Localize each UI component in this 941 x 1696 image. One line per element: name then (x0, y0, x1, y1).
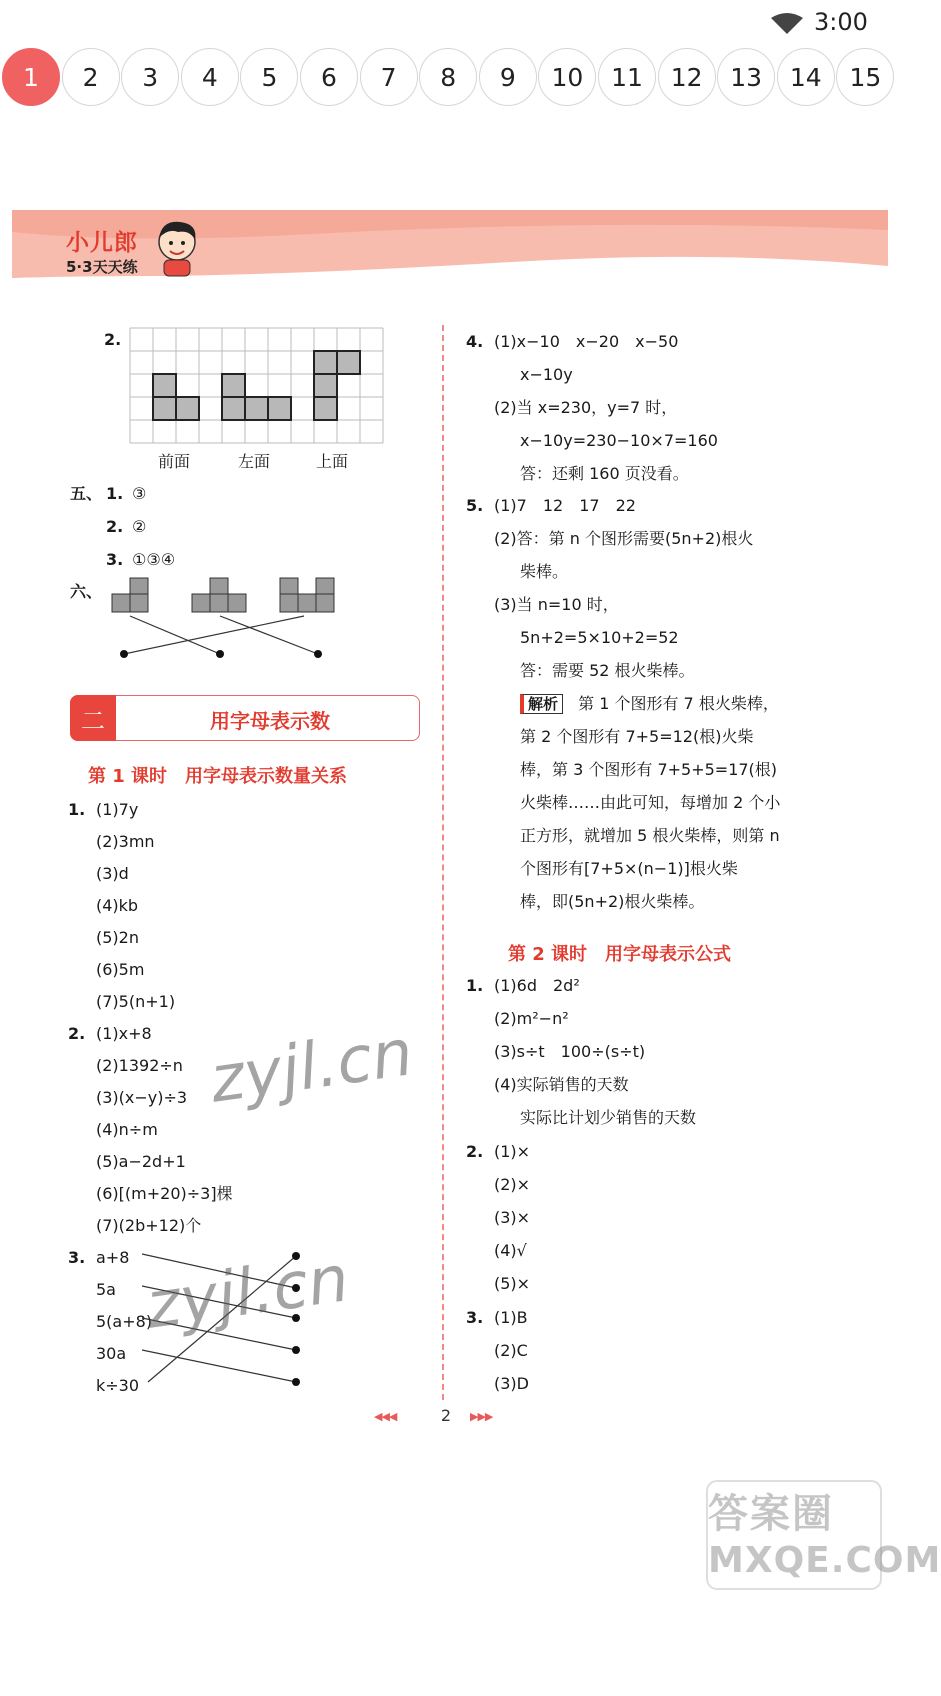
page-tab-9[interactable]: 9 (479, 48, 537, 106)
rq2-line-4: (4)√ (494, 1241, 527, 1260)
page-tab-5[interactable]: 5 (240, 48, 298, 106)
lq1-item-6: (6)5m (96, 960, 145, 979)
analysis-first-line (520, 694, 779, 714)
rq4-line-3: (2)当 x=230，y=7 时， (494, 398, 678, 417)
section6-label: 六、 (70, 582, 103, 601)
lq1-item-4: (4)kb (96, 896, 139, 915)
lq2-item-2: (2)1392÷n (96, 1056, 183, 1075)
lq3-expr-1: a+8 (96, 1248, 130, 1267)
watermark-site-1: zyjl.cn (205, 1016, 418, 1118)
analysis-line-5: 正方形，就增加 5 根火柴棒，则第 n (520, 826, 780, 845)
view-label-top: 上面 (316, 452, 349, 471)
s5-item-1-answer: ③ (132, 484, 147, 503)
rq1-label: 1. (466, 976, 484, 995)
clock: 3:00 (814, 8, 868, 36)
analysis-tag: 解析 (520, 694, 563, 714)
analysis-line-3: 棒，第 3 个图形有 7+5+5=17(根) (520, 760, 778, 779)
column-divider (442, 325, 444, 1400)
rq5-line-3: 柴棒。 (520, 562, 569, 581)
lq3-label: 3. (68, 1248, 86, 1267)
page-tab-12[interactable]: 12 (658, 48, 716, 106)
rq1-line-1: (1)6d 2d² (494, 976, 580, 995)
rq3-line-1: (1)B (494, 1308, 528, 1327)
q2-label: 2. (104, 330, 122, 349)
lq1-item-7: (7)5(n+1) (96, 992, 176, 1011)
lq2-item-4: (4)n÷m (96, 1120, 158, 1139)
rq2-line-3: (3)× (494, 1208, 531, 1227)
lq1-item-3: (3)d (96, 864, 129, 883)
rq1-line-4: (4)实际销售的天数 (494, 1075, 629, 1094)
lq2-item-3: (3)(x−y)÷3 (96, 1088, 188, 1107)
page-number: 2 (440, 1406, 452, 1425)
lesson2-title: 第 2 课时 用字母表示公式 (508, 944, 732, 965)
lq1-label: 1. (68, 800, 86, 819)
page-tab-2[interactable]: 2 (62, 48, 120, 106)
rq4-line-1: (1)x−10 x−20 x−50 (494, 332, 679, 351)
view-label-front: 前面 (158, 452, 191, 471)
page-tab-3[interactable]: 3 (121, 48, 179, 106)
wifi-icon (770, 12, 804, 34)
rq5-line-5: 5n+2=5×10+2=52 (520, 628, 679, 647)
rq5-line-2: (2)答：第 n 个图形需要(5n+2)根火 (494, 529, 754, 548)
mascot-icon (150, 216, 204, 278)
analysis-line-7: 棒，即(5n+2)根火柴棒。 (520, 892, 705, 911)
rq3-label: 3. (466, 1308, 484, 1327)
rq2-line-1: (1)× (494, 1142, 531, 1161)
lq1-item-5: (5)2n (96, 928, 139, 947)
s5-item-3-num: 3. (106, 550, 124, 569)
page-tab-4[interactable]: 4 (181, 48, 239, 106)
analysis-line-6: 个图形有[7+5×(n−1)]根火柴 (520, 859, 738, 878)
lq3-expr-4: 30a (96, 1344, 127, 1363)
lq1-item-1: (1)7y (96, 800, 139, 819)
unit-number-tag: 二 (70, 695, 116, 741)
page-tab-strip (0, 48, 900, 112)
view-label-left: 左面 (238, 452, 271, 471)
rq2-line-2: (2)× (494, 1175, 531, 1194)
watermark-corner-top: 答案圈 (708, 1491, 834, 1537)
page-tab-13[interactable]: 13 (717, 48, 775, 106)
rq4-line-5: 答：还剩 160 页没看。 (520, 464, 689, 483)
unit-title: 用字母表示数 (210, 709, 330, 733)
analysis-line-4: 火柴棒……由此可知，每增加 2 个小 (520, 793, 781, 812)
view-grid-diagram (130, 328, 382, 446)
page-tab-10[interactable]: 10 (538, 48, 596, 106)
lq2-item-5: (5)a−2d+1 (96, 1152, 186, 1171)
next-page-button[interactable]: ▶▶▶ (470, 1410, 493, 1423)
rq5-line-6: 答：需要 52 根火柴棒。 (520, 661, 695, 680)
lesson1-title: 第 1 课时 用字母表示数量关系 (88, 766, 348, 787)
watermark-corner-bottom: MXQE.COM (708, 1540, 941, 1581)
lq2-item-1: (1)x+8 (96, 1024, 152, 1043)
lq2-item-7: (7)(2b+12)个 (96, 1216, 202, 1235)
page-tab-15[interactable]: 15 (836, 48, 894, 106)
watermark-site-2: zyjl.cn (141, 1242, 354, 1344)
lq2-item-6: (6)[(m+20)÷3]棵 (96, 1184, 233, 1203)
rq5-line-1: (1)7 12 17 22 (494, 496, 636, 515)
rq4-label: 4. (466, 332, 484, 351)
page-tab-8[interactable]: 8 (419, 48, 477, 106)
lq3-expr-5: k÷30 (96, 1376, 140, 1395)
logo-text: 小儿郎 (66, 230, 138, 256)
page-tab-1[interactable]: 1 (2, 48, 60, 106)
rq1-line-3: (3)s÷t 100÷(s÷t) (494, 1042, 646, 1061)
rq2-label: 2. (466, 1142, 484, 1161)
rq2-line-5: (5)× (494, 1274, 531, 1293)
rq1-line-5: 实际比计划少销售的天数 (520, 1108, 697, 1127)
matching-shapes-diagram (108, 574, 338, 666)
lq3-expr-2: 5a (96, 1280, 116, 1299)
header-banner (12, 210, 888, 280)
page-tab-14[interactable]: 14 (777, 48, 835, 106)
rq3-line-2: (2)C (494, 1341, 528, 1360)
rq1-line-2: (2)m²−n² (494, 1009, 569, 1028)
page-tab-11[interactable]: 11 (598, 48, 656, 106)
lq3-expr-3: 5(a+8) (96, 1312, 153, 1331)
status-bar (0, 0, 900, 44)
rq3-line-3: (3)D (494, 1374, 529, 1393)
page-tab-7[interactable]: 7 (360, 48, 418, 106)
s5-item-2-num: 2. (106, 517, 124, 536)
lq2-label: 2. (68, 1024, 86, 1043)
rq5-line-4: (3)当 n=10 时， (494, 595, 619, 614)
s5-item-2-answer: ② (132, 517, 147, 536)
rq4-line-4: x−10y=230−10×7=160 (520, 431, 718, 450)
section5-label: 五、 (70, 484, 103, 503)
page-tab-6[interactable]: 6 (300, 48, 358, 106)
rq5-label: 5. (466, 496, 484, 515)
analysis-line-2: 第 2 个图形有 7+5=12(根)火柴 (520, 727, 754, 746)
s5-item-1-num: 1. (106, 484, 124, 503)
lq1-item-2: (2)3mn (96, 832, 155, 851)
logo-subtitle: 5·3天天练 (66, 258, 138, 276)
rq4-line-2: x−10y (520, 365, 573, 384)
s5-item-3-answer: ①③④ (132, 550, 176, 569)
prev-page-button[interactable]: ◀◀◀ (374, 1410, 397, 1423)
analysis-line-1: 第 1 个图形有 7 根火柴棒， (578, 694, 779, 713)
page-pager (370, 1406, 530, 1430)
